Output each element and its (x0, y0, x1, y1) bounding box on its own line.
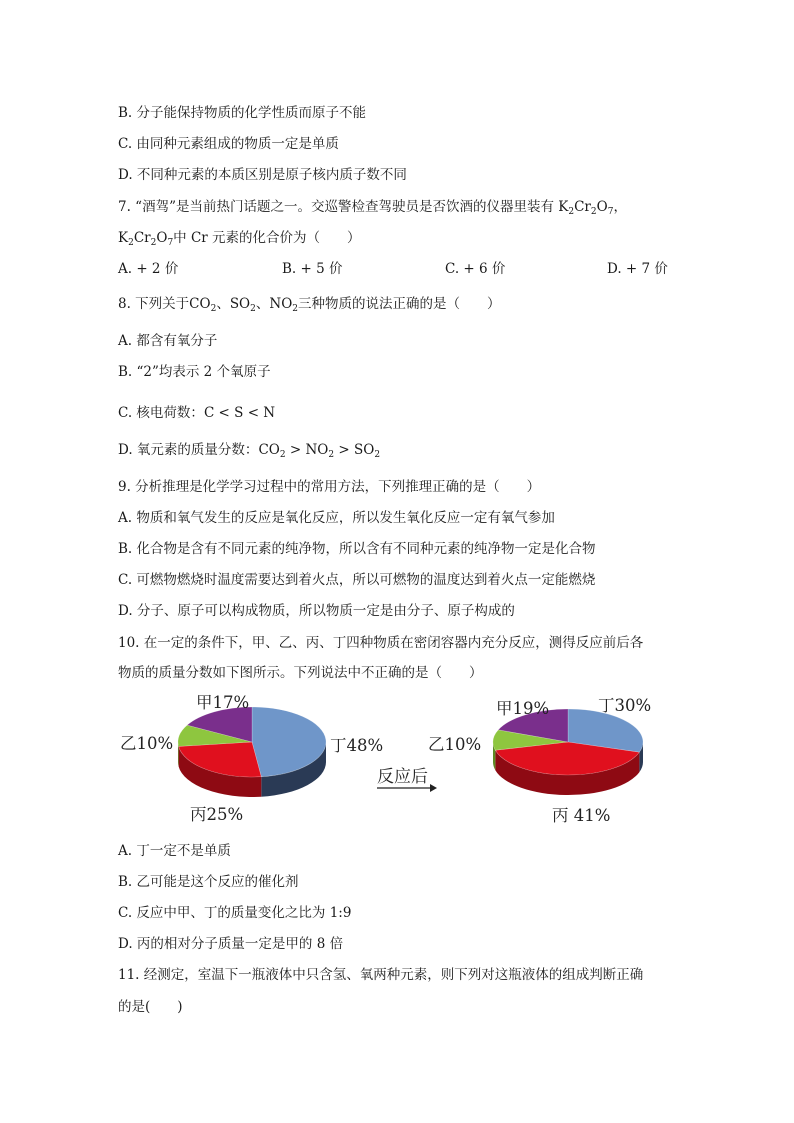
q6-option-c: C. 由同种元素组成的物质一定是单质 (118, 136, 339, 152)
q8-option-c-expr: C < S < N (203, 405, 276, 421)
pie-label-乙: 乙10% (428, 735, 482, 754)
q7-stem-line2 (118, 229, 361, 247)
q7-option-d: D. + 7 价 (607, 261, 668, 277)
pie-label-乙: 乙10% (120, 734, 174, 753)
formula-k2cr2o7-2: $K_2Cr_2O_7$ (118, 230, 174, 248)
pie-label-丁: 丁48% (330, 736, 384, 755)
pie-label-丙: 丙 41% (552, 806, 611, 825)
q11-stem-line1: 11. 经测定，室温下一瓶液体中只含氢、氧两种元素，则下列对这瓶液体的组成判断正确 (118, 967, 644, 983)
q7-stem-text: 7. “酒驾”是当前热门话题之一。交巡警检查驾驶员是否饮酒的仪器里装有 (118, 199, 559, 215)
q7-option-a: A. + 2 价 (118, 261, 179, 277)
q7-option-b: B. + 5 价 (282, 261, 343, 277)
q8-option-b: B. “2”均表示 2 个氧原子 (118, 364, 271, 380)
formula-so2: $SO_2$ (229, 296, 256, 314)
pie-label-甲: 甲17% (196, 693, 250, 712)
comma: ， (613, 199, 627, 215)
pie-charts-figure (0, 690, 794, 840)
q6-option-b: B. 分子能保持物质的化学性质而原子不能 (118, 105, 367, 121)
formula-no2-d: $NO_2$ (305, 442, 335, 460)
formula-no2: $NO_2$ (269, 296, 298, 314)
formula-co2: $CO_2$ (189, 296, 217, 314)
formula-k2cr2o7: $K_2Cr_2O_7$ (558, 199, 614, 217)
pie-label-丙: 丙25% (190, 805, 244, 824)
q6-option-d: D. 不同种元素的本质区别是原子核内质子数不同 (118, 167, 407, 183)
q8-stem-pre: 8. 下列关于 (118, 296, 190, 312)
q9-option-b: B. 化合物是含有不同元素的纯净物，所以含有不同种元素的纯净物一定是化合物 (118, 541, 596, 557)
q10-option-d: D. 丙的相对分子质量一定是甲的 8 倍 (118, 936, 344, 952)
q8-option-a: A. 都含有氧分子 (118, 333, 218, 349)
pie-label-甲: 甲19% (496, 699, 550, 718)
q9-option-d: D. 分子、原子可以构成物质，所以物质一定是由分子、原子构成的 (118, 603, 515, 619)
q10-option-b: B. 乙可能是这个反应的催化剂 (118, 874, 299, 890)
q8-option-c-text: C. 核电荷数： (118, 405, 204, 421)
pie-chart-after (428, 696, 651, 825)
q10-stem-line2: 物质的质量分数如下图所示。下列说法中不正确的是（ ） (118, 665, 483, 681)
arrow-label: 反应后 (377, 767, 428, 787)
q8-option-d: D. 氧元素的质量分数：$CO_2 > NO_2 > SO_2$ (118, 442, 381, 460)
q9-option-a: A. 物质和氧气发生的反应是氧化反应，所以发生氧化反应一定有氧气参加 (118, 510, 555, 526)
pie-label-丁: 丁30% (598, 696, 652, 715)
formula-so2-d: $SO_2$ (354, 442, 381, 460)
q10-option-c: C. 反应中甲、丁的质量变化之比为 1:9 (118, 905, 352, 921)
q7-stem-line2-text: 中 Cr 元素的化合价为（ ） (173, 230, 361, 246)
formula-co2-d: $CO_2$ (258, 442, 286, 460)
q9-stem: 9. 分析推理是化学学习过程中的常用方法，下列推理正确的是（ ） (118, 479, 541, 495)
q10-option-a: A. 丁一定不是单质 (118, 843, 231, 859)
q11-stem-line2: 的是( ) (118, 999, 183, 1015)
q8-option-d-text: D. 氧元素的质量分数： (118, 442, 259, 458)
q9-option-c: C. 可燃物燃烧时温度需要达到着火点，所以可燃物的温度达到着火点一定能燃烧 (118, 572, 596, 588)
pie-chart-before (120, 693, 383, 824)
q8-stem: 8. 下列关于$CO_2$、$SO_2$、$NO_2$三种物质的说法正确的是（ ） (118, 296, 501, 314)
q7-option-c: C. + 6 价 (445, 261, 506, 277)
q8-stem-post: 三种物质的说法正确的是（ ） (298, 296, 501, 312)
q7-stem (118, 198, 627, 216)
q10-stem-line1: 10. 在一定的条件下，甲、乙、丙、丁四种物质在密闭容器内充分反应，测得反应前后各 (118, 635, 644, 651)
q8-option-c (118, 404, 275, 422)
